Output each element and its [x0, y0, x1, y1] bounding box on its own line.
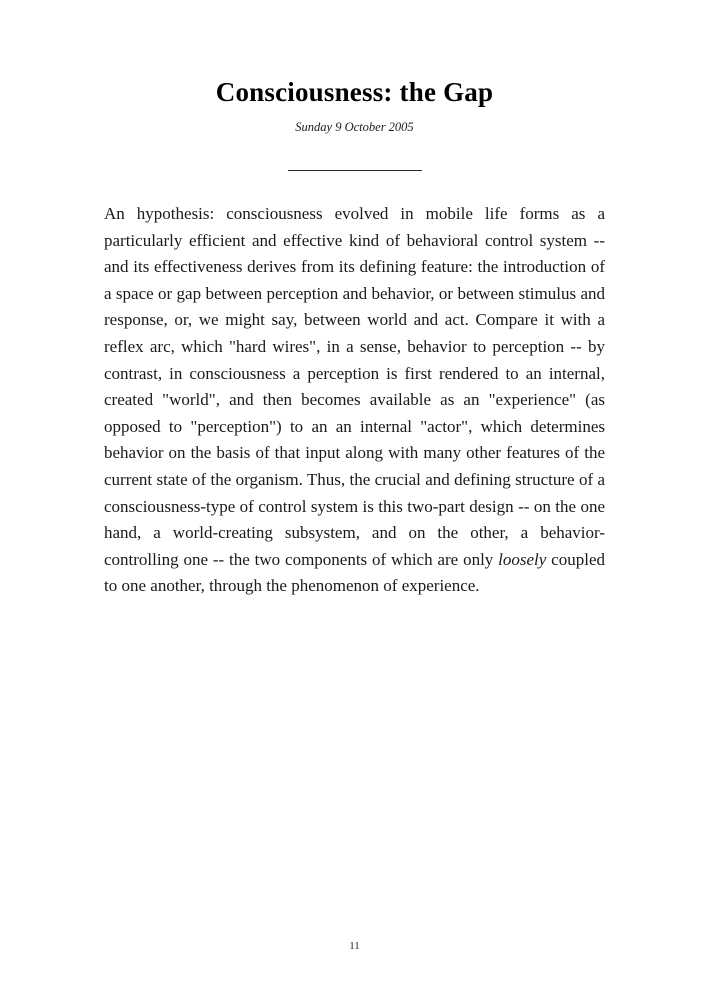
body-text-part-two: coupled to one another, through the phenomenon of experience.	[104, 549, 605, 596]
body-text-emphasis: loosely	[498, 549, 547, 569]
page-number: 11	[349, 940, 360, 952]
document-date: Sunday 9 October 2005	[295, 120, 414, 134]
body-paragraph	[104, 179, 605, 600]
document-content	[104, 0, 605, 600]
body-text-part-one: An hypothesis: consciousness evolved in mobile life forms as a particularly efficient and effective kind of behavioral control system -- and its effectiveness derives from its defining feature: the introduction of a space or gap between perception and behavior, or between stimulus and response, or, we might say, between world and act. Compare it with a reflex arc, which "hard wires", in a sense, behavior to perception -- by contrast, in consciousness a perception is first rendered to an internal, created "world", and then becomes available as an "experience" (as opposed to "perception") to an an internal "actor", which determines behavior on the basis of that input along with many other features of the current state of the organism. Thus, the crucial and defining structure of a consciousness-type of control system is this two-part design -- on the one hand, a world-creating subsystem, and on the other, a behavior-controlling one -- the two components of which are only	[104, 204, 605, 569]
title-divider-wrap	[104, 135, 605, 179]
horizontal-rule	[288, 170, 422, 171]
page-title: Consciousness: the Gap	[215, 77, 494, 107]
